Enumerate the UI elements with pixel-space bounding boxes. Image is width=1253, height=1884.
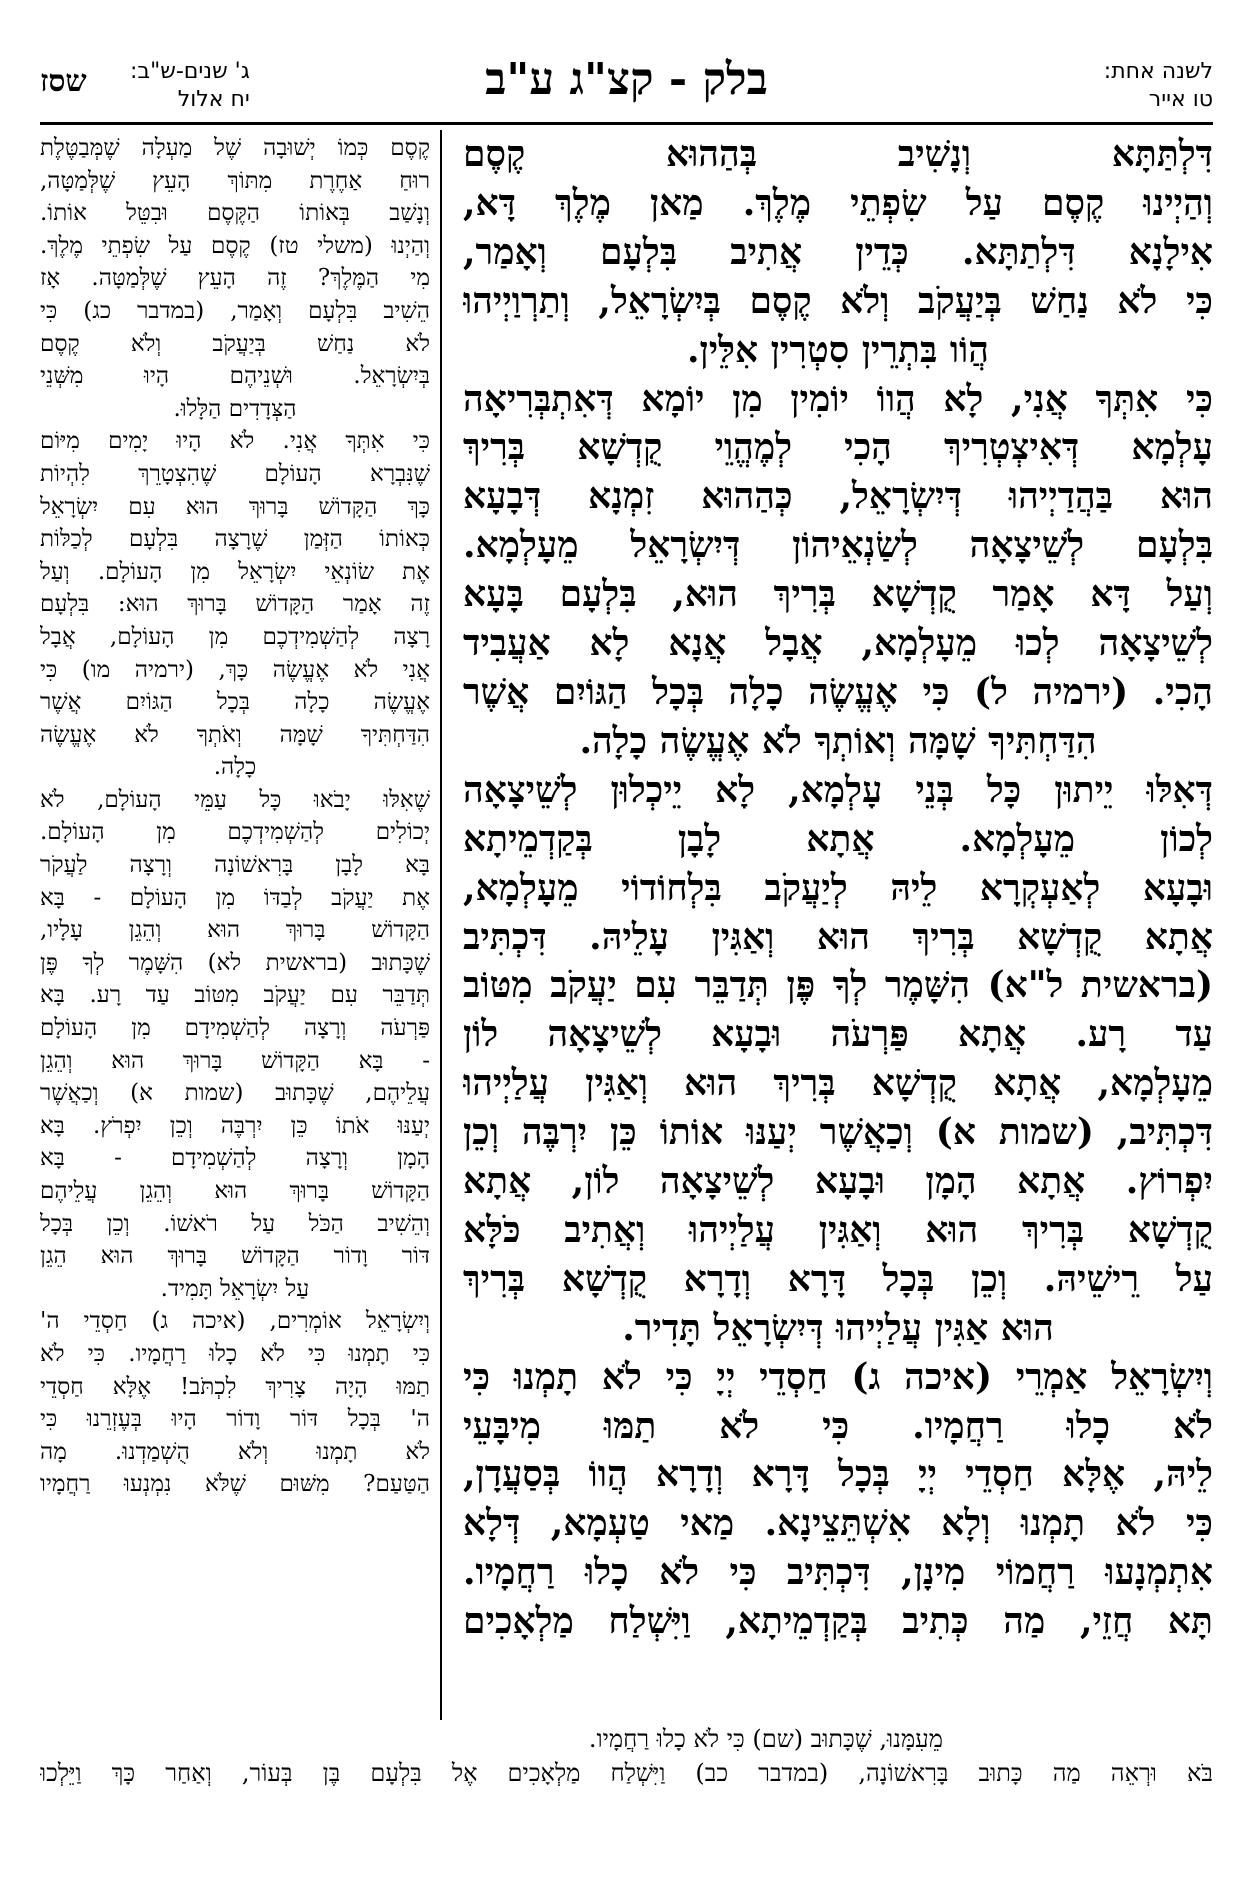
main-text-line: עָלְמָא דְּאִיצְטְרִיךְ הָכִי לְמֶהֱוֵי קֻדְשָׁא בְּרִיךְ [463,426,1213,469]
header-right-line1: לשנה אחת: [1103,59,1213,84]
translation-line: תַמּוּ הָיָה צָרִיךְ לִכְתֹּב! אֶלָּא חַסְדֵי [40,1373,430,1400]
header-left-sub [130,58,250,114]
header-right-line2: טו אייר [1148,87,1213,112]
translation-line: דּוֹר וָדוֹר הַקָּדוֹשׁ בָּרוּךְ הוּא הֵגֵן [40,1243,430,1270]
main-text-line: כִּי לֹא נַחַשׁ בְּיַעֲקֹב וְלֹא קֶסֶם בְּיִשְׂרָאֵל, וְתַרְוַיְיהוּ [463,279,1213,322]
translation-line: רָצָה לְהַשְׁמִידְכֶם מִן הָעוֹלָם, אֲבָל [40,623,430,650]
translation-line: הַקָּדוֹשׁ בָּרוּךְ הוּא וְהֵגֵן עָלָיו, [40,917,430,944]
translation-line: לֹא תָמְנוּ וְלֹא הֻשְׁמַדְנוּ. מָה [40,1438,430,1465]
main-text-line: דִּכְתִּיב, (שמות א) וְכַאֲשֶׁר יְעַנּוּ אוֹתוֹ כֵּן יִרְבֶּה וְכֵן [463,1111,1213,1154]
page-title: בלק - קצ"ג ע"ב [485,54,768,105]
translation-line: שֶׁנִּבְרָא הָעוֹלָם שֶׁהִצְטָרֵךְ לִהְיוֹת [40,460,430,487]
translation-line: אֶת יַעֲקֹב לְבַדּוֹ מִן הָעוֹלָם - בָּא [40,884,430,911]
main-text-line: לְכוֹן מֵעָלְמָא. אֲתָא לָבָן בְּקַדְמֵיתָא [463,817,1213,860]
translation-line: שֶׁכָּתוּב (בראשית לא) הִשָּׁמֶר לְךָ פֶּן [40,949,430,976]
main-text-line: וְהַיְינוּ קֶסֶם עַל שִׂפְתֵי מֶלֶךְ. מַאן מֶלֶךְ דָּא, [463,181,1213,224]
main-text-line: לְשֵׁיצָאָה לְכוּ מֵעָלְמָא, אֲבָל אֲנָא לָא אַעֲבִיד [463,622,1213,665]
header-left-line2: יח אלול [177,87,250,112]
translation-line: הַקָּדוֹשׁ בָּרוּךְ הוּא וְהֵגֵן עֲלֵיהֶם [40,1178,430,1204]
translation-line: בְּיִשְׂרָאֵל. וּשְׁנֵיהֶם הָיוּ מִשְּׁנֵי [40,363,430,390]
header-rule [40,122,1213,125]
translation-line: אֶת שׂוֹנְאֵי יִשְׂרָאֵל מִן הָעוֹלָם. וְעַל [40,558,430,585]
translation-line: קֶסֶם כְּמוֹ יְשׁוּבָה שֶׁל מַעְלָה שֶׁמְּבַטֶּלֶת [40,135,430,161]
main-text-line: הֲוֹו בִּתְרֵין סִטְרִין אִלֵּין. [687,328,989,371]
translation-line: ה' בְּכָל דּוֹר וָדוֹר הָיוּ בְּעֶזְרֵנוּ כִּי [40,1406,430,1433]
main-text-line: (בראשית ל"א) הִשָּׁמֶר לְךָ פֶּן תְּדַבֵּר עִם יַעֲקֹב מִטּוֹב [463,964,1213,1007]
main-text-line: הוּא אַגִּין עֲלַיְיהוּ דְּיִשְׂרָאֵל תָּדִיר. [622,1306,1054,1349]
main-text-line: הוּא בַּהֲדַיְיהוּ דְּיִשְׂרָאֵל, כְּהַהוּא זִמְנָא דְּבָעָא [463,475,1213,518]
main-text-line: מֵעָלְמָא, אֲתָא קֻדְשָׁא בְּרִיךְ הוּא וְאַגִּין עֲלַיְיהוּ [463,1062,1213,1105]
main-text-line: בִּלְעָם לְשֵׁיצָאָה לְשַׂנְאֵיהוֹן דְּיִשְׂרָאֵל מֵעָלְמָא. [463,524,1213,567]
main-text-line: וְעַל דָּא אָמַר קֻדְשָׁא בְּרִיךְ הוּא, בִּלְעָם בָּעָא [463,573,1213,616]
translation-line: וְיִשְׂרָאֵל אוֹמְרִים, (איכה ג) חַסְדֵי ה' [40,1308,430,1335]
main-text-line: עַד רָע. אֲתָא פַּרְעֹה וּבָעָא לְשֵׁיצָאָה לוֹן [463,1013,1213,1056]
translation-line: שֶׁאִלּוּ יָבֹאוּ כָּל עַמֵּי הָעוֹלָם, לֹא [40,786,430,813]
main-text-line: לֵיהּ, אֶלָּא חַסְדֵי יְיָ בְּכָל דָּרָא וְדָרָא הֲווֹ בְּסַעֲדָן, [463,1453,1213,1496]
translation-line: רוּחַ אַחֶרֶת מִתּוֹךְ הָעֵץ שֶׁלְּמַטָּה, [40,167,430,194]
translation-line: הָמָן וְרָצָה לְהַשְׁמִידָם - בָּא [40,1145,430,1172]
main-text-column [463,130,1213,1646]
bottom-text [40,1722,1213,1790]
bottom-text-line: מֵעִמָּנוּ, שֶׁכָּתוּב (שם) כִּי לֹא כָלוּ רַחֲמָיו. [588,1725,943,1753]
main-text-line: הִדַּחְתִּיךָ שָׁמָּה וְאוֹתְךָ לֹא אֶעֱשֶׂה כָלָה. [579,719,1097,762]
column-divider [440,130,442,1720]
translation-line: אֶעֱשֶׂה כָלָה בְּכָל הַגּוֹיִם אֲשֶׁר [40,689,430,716]
main-text-line: לֹא כָלוּ רַחֲמָיו. כִּי לֹא תַמּוּ מִיבָּעֵי [463,1404,1213,1447]
main-text-line: עַל רֵישֵׁיהּ. וְכֵן בְּכָל דָּרָא וְדָרָא קֻדְשָׁא בְּרִיךְ [463,1257,1213,1300]
translation-line: יְכוֹלִים לְהַשְׁמִידְכֶם מִן הָעוֹלָם. [40,819,430,846]
translation-line: יְעַנּוּ אֹתוֹ כֵּן יִרְבֶּה וְכֵן יִפְרֹץ. בָּא [40,1112,430,1139]
translation-line: הַטַּעַם? מִשּׁוּם שֶׁלֹּא נִמְנְעוּ רַחֲמָיו [40,1471,430,1498]
translation-line: כְּאוֹתוֹ הַזְּמַן שֶׁרָצָה בִּלְעָם לְכַלּוֹת [40,526,430,553]
page-number: שסז [40,64,87,99]
translation-line: וְהַיְנוּ (משלי טז) קֶסֶם עַל שִׂפְתֵי מֶלֶךְ. [40,232,430,259]
translation-line: הַצְּדָדִים הַלָּלוּ. [173,395,297,422]
main-text-line: וְיִשְׂרָאֵל אַמְרֵי (איכה ג) חַסְדֵי יְיָ כִּי לֹא תָמְנוּ כִּי [463,1355,1213,1398]
translation-line: כִּי תָמְנוּ כִּי לֹא כָלוּ רַחֲמָיו. כִּי לֹא [40,1340,430,1367]
header-left-line1: ג' שנים-ש"ב: [130,59,250,84]
translation-line: - בָּא הַקָּדוֹשׁ בָּרוּךְ הוּא וְהֵגֵן [40,1047,430,1074]
translation-line: בָּא לָבָן בָּרִאשׁוֹנָה וְרָצָה לַעֲקֹר [40,852,430,879]
translation-line: וְנָשַׁב בְּאוֹתוֹ הַקֶּסֶם וּבִטֵּל אוֹתוֹ. [40,200,430,227]
translation-line: הֵשִׁיב בִּלְעָם וְאָמַר, (במדבר כג) כִּי [40,297,430,324]
bottom-text-line: בֹּא וּרְאֵה מַה כָּתוּב בָּרִאשׁוֹנָה, (במדבר כב) וַיִּשְׁלַח מַלְאָכִים אֶל בִּלְעָם בֶּן בְּעוֹר, וְאַחַר כָּךְ וַיֵּלְכוּ [40,1759,1213,1787]
main-text-line: יִפְרוֹץ. אֲתָא הָמָן וּבָעָא לְשֵׁיצָאָה לוֹן, אֲתָא [463,1160,1213,1203]
translation-line: מִי הַמֶּלֶךְ? זֶה הָעֵץ שֶׁלְּמַטָּה. אָז [40,265,430,292]
main-text-line: וּבָעָא לְאַעְקְרָא לֵיהּ לְיַעֲקֹב בִּלְחוֹדוֹי מֵעָלְמָא, [463,866,1213,909]
page-header [40,54,1213,120]
main-text-line: כִּי אִתְּךָ אֲנִי, לָא הֲווֹ יוֹמִין מִן יוֹמָא דְּאִתְבְּרִיאָה [463,377,1213,420]
main-text-line: דִּלְתַּתָּא וְנָשִׁיב בְּהַהוּא קֶסֶם [463,133,1213,175]
main-text-line: דְּאִלּוּ יֵיתוּן כָּל בְּנֵי עָלְמָא, לָא יֵיכְלוּן לְשֵׁיצָאָה [463,768,1213,811]
main-text-line: אִתְמְנָעוּ רַחֲמוֹי מִינָן, דִּכְתִּיב כִּי לֹא כָלוּ רַחֲמָיו. [463,1551,1213,1594]
translation-line: כָלָה. [213,754,257,781]
translation-line: תְּדַבֵּר עִם יַעֲקֹב מִטּוֹב עַד רָע. בָּא [40,982,430,1009]
translation-line: וְהֵשִׁיב הַכֹּל עַל רֹאשׁוֹ. וְכֵן בְּכָל [40,1210,430,1237]
main-text-line: תָּא חֲזֵי, מַה כְּתִיב בְּקַדְמֵיתָא, וַיִּשְׁלַח מַלְאָכִים [463,1600,1213,1643]
translation-line: זֶה אָמַר הַקָּדוֹשׁ בָּרוּךְ הוּא: בִּלְעָם [40,591,430,618]
main-text-line: הָכִי. (ירמיה ל) כִּי אֶעֱשֶׂה כָלָה בְּכָל הַגּוֹיִם אֲשֶׁר [463,670,1213,713]
main-text-line: כִּי לֹא תָמְנוּ וְלָא אִשְׁתֵּצֵינָא. מַאי טַעְמָא, דְּלָא [463,1502,1213,1545]
translation-line: לֹא נַחַשׁ בְּיַעֲקֹב וְלֹא קֶסֶם [40,330,430,357]
translation-line: פַּרְעֹה וְרָצָה לְהַשְׁמִידָם מִן הָעוֹלָם [40,1015,430,1042]
translation-line: עֲלֵיהֶם, שֶׁכָּתוּב (שמות א) וְכַאֲשֶׁר [40,1080,430,1107]
translation-line: אֲנִי לֹא אֶעֱשֶׂה כָּךְ, (ירמיה מו) כִּי [40,656,430,683]
main-text-line: קֻדְשָׁא בְּרִיךְ הוּא וְאַגִּין עֲלַיְיהוּ וְאֲתִיב כֹּלָּא [463,1208,1213,1251]
translation-line: כִּי אִתְּךָ אֲנִי. לֹא הָיוּ יָמִים מִיּוֹם [40,428,430,455]
translation-column [40,132,430,1501]
main-text-line: אִילָנָא דִּלְתַתָּא. כְּדֵין אֲתִיב בִּלְעָם וְאָמַר, [463,230,1213,273]
translation-line: עַל יִשְׂרָאֵל תָּמִיד. [160,1275,310,1302]
translation-line: הִדַּחְתִּיךָ שָׁמָּה וְאֹתְךָ לֹא אֶעֱשֶׂה [40,721,430,748]
translation-line: כָּךְ הַקָּדוֹשׁ בָּרוּךְ הוּא עִם יִשְׂרָאֵל [40,493,430,520]
main-text-line: אֲתָא קֻדְשָׁא בְּרִיךְ הוּא וְאַגִּין עָלֵיהּ. דִּכְתִּיב [463,915,1213,958]
